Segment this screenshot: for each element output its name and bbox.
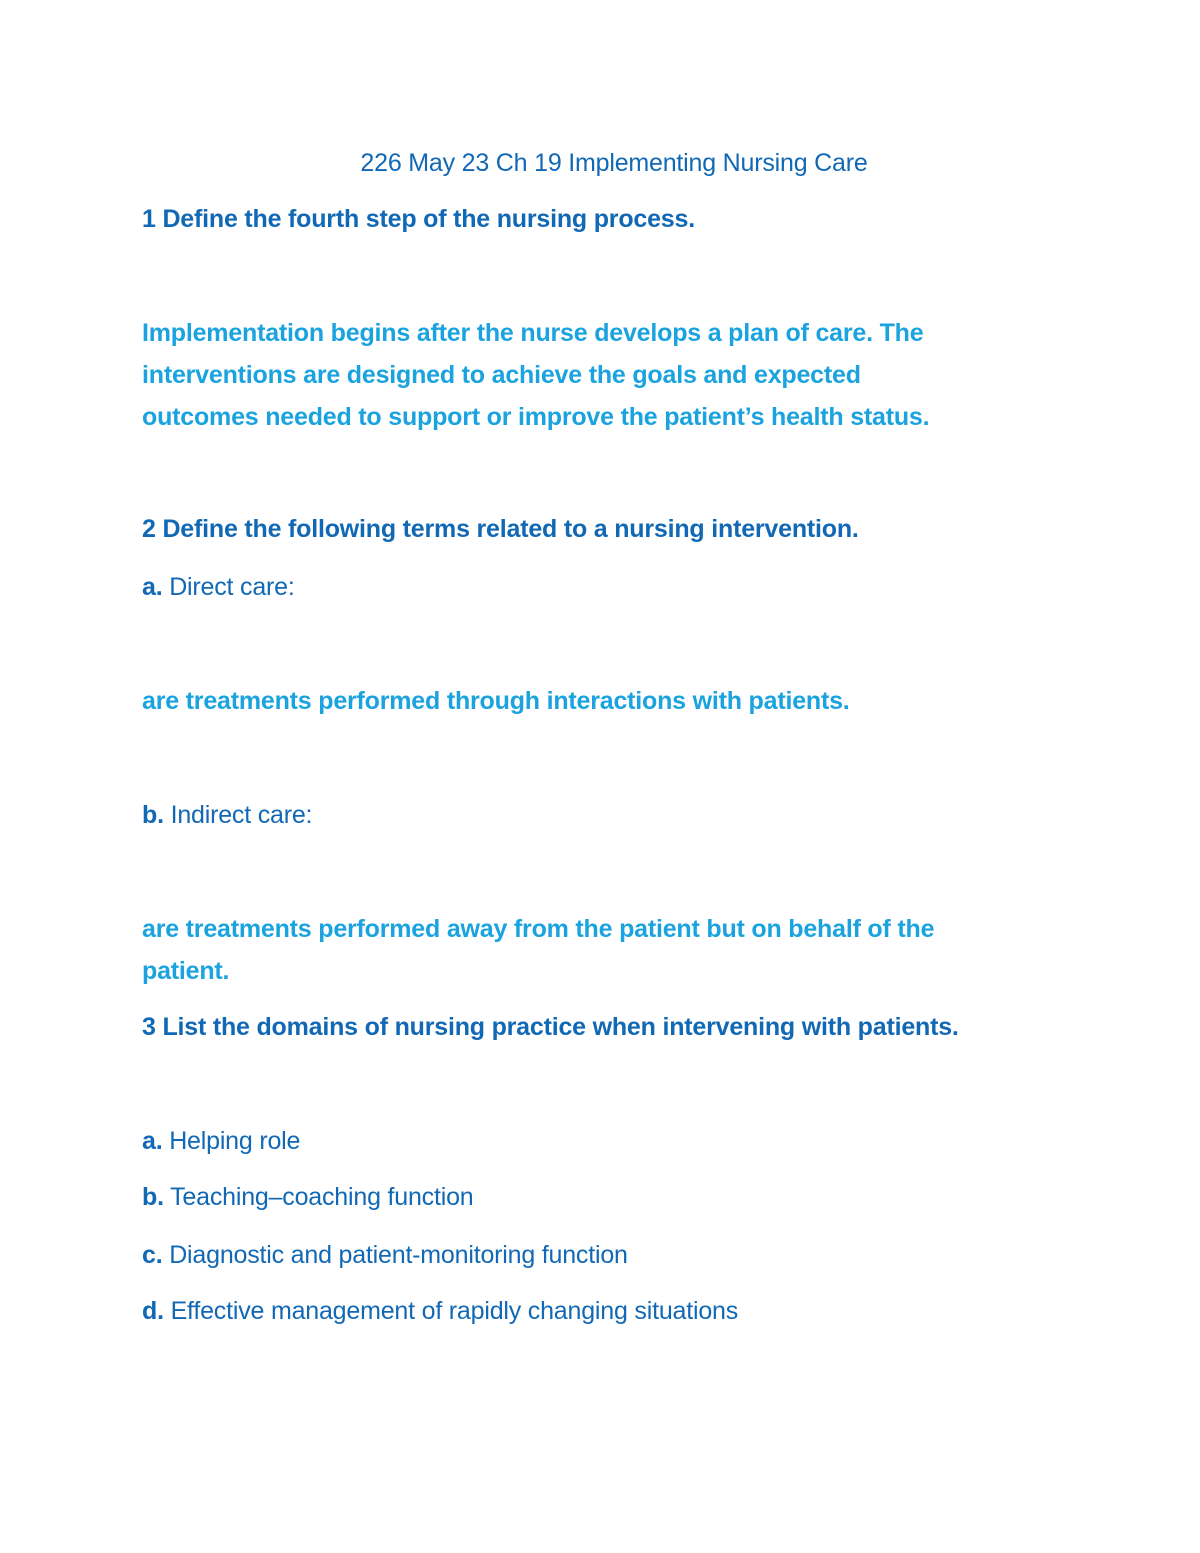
list-item-prefix: d. (142, 1297, 164, 1325)
list-item-text: Helping role (162, 1127, 301, 1155)
term-direct-care-label: Direct care: (162, 573, 295, 601)
answer-1-line-1: Implementation begins after the nurse develops a plan of care. The (142, 319, 924, 347)
list-item-prefix: c. (142, 1241, 163, 1269)
list-item (142, 1176, 473, 1218)
term-indirect-care-label: Indirect care: (163, 801, 313, 829)
term-direct-care (142, 566, 295, 608)
list-item-prefix: b. (142, 1183, 164, 1211)
answer-direct-care: are treatments performed through interactions with patients. (142, 687, 850, 715)
question-1: 1 Define the fourth step of the nursing process. (142, 205, 695, 233)
question-3: 3 List the domains of nursing practice when intervening with patients. (142, 1013, 959, 1041)
list-item-text: Effective management of rapidly changing situations (163, 1297, 739, 1325)
answer-indirect-care-line-1: are treatments performed away from the patient but on behalf of the (142, 915, 935, 943)
page-title: 226 May 23 Ch 19 Implementing Nursing Care (360, 149, 868, 177)
answer-1-line-3: outcomes needed to support or improve the patient’s health status. (142, 403, 930, 431)
list-item (142, 1120, 300, 1162)
list-item-text: Teaching–coaching function (163, 1183, 474, 1211)
answer-1-line-2: interventions are designed to achieve the goals and expected (142, 361, 861, 389)
list-item-text: Diagnostic and patient-monitoring function (162, 1241, 628, 1269)
list-item (142, 1290, 738, 1332)
question-2: 2 Define the following terms related to a nursing intervention. (142, 515, 859, 543)
list-item (142, 1234, 628, 1276)
term-direct-care-prefix: a. (142, 573, 163, 601)
list-item-prefix: a. (142, 1127, 163, 1155)
term-indirect-care-prefix: b. (142, 801, 164, 829)
term-indirect-care (142, 794, 312, 836)
answer-indirect-care-line-2: patient. (142, 957, 230, 985)
